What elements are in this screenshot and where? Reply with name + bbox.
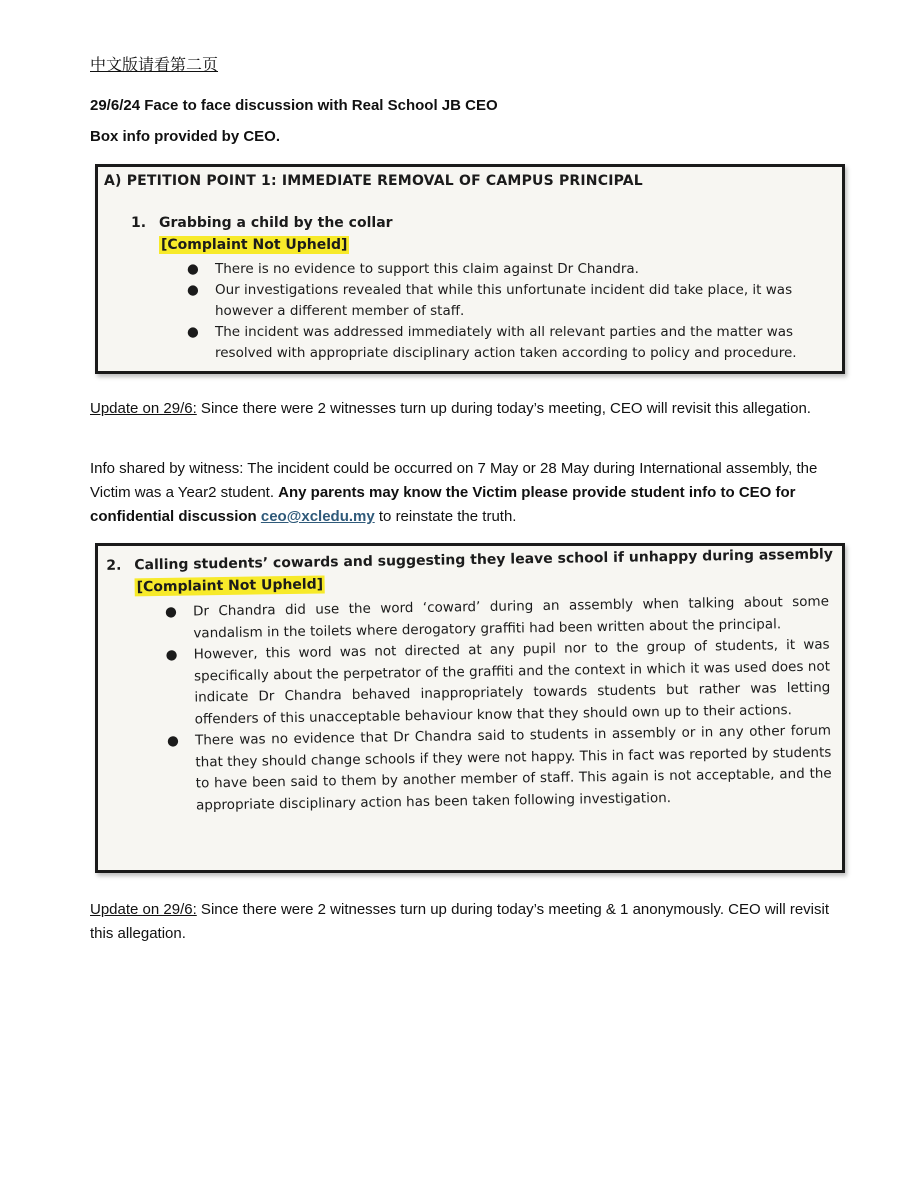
list-item: ● The incident was addressed immediately with all relevant parties and the matter was resolved with appropriate disciplinary action taken according to policy and procedure. xyxy=(187,324,797,361)
petition-point-1-box xyxy=(95,164,845,374)
bullet-icon: ● xyxy=(166,732,179,749)
status-badge: [Complaint Not Upheld] xyxy=(135,575,326,596)
item-title: Calling students’ cowards and suggesting they leave school if unhappy during assembly xyxy=(134,546,834,574)
box1-bullet-list xyxy=(187,259,827,364)
list-item: ● Our investigations revealed that while this unfortunate incident did take place, it was however a different member of staff. xyxy=(187,282,793,319)
box2-content xyxy=(98,534,847,870)
update-label: Update on 29/6: xyxy=(90,901,197,918)
witness-info xyxy=(90,457,830,529)
list-item: ● Dr Chandra did use the word ‘coward’ during an assembly when talking about some vandalism in the toilets where derogatory graffiti had been written about the principal. xyxy=(164,593,830,642)
witness-request: Any parents may know the Victim please provide student info to CEO for confidential discussion xyxy=(90,484,796,525)
bullet-icon: ● xyxy=(187,324,199,340)
document-header xyxy=(90,52,830,159)
bullet-icon: ● xyxy=(165,646,178,663)
box-info-heading: Box info provided by CEO. xyxy=(90,128,281,145)
bullet-icon: ● xyxy=(187,261,199,277)
petition-point-2-box xyxy=(95,543,845,873)
bullet-icon: ● xyxy=(187,282,199,298)
item-number: 2. xyxy=(106,557,122,574)
meeting-heading: 29/6/24 Face to face discussion with Real School JB CEO xyxy=(90,97,498,114)
item-number: 1. xyxy=(131,215,147,231)
bullet-icon: ● xyxy=(164,603,177,620)
petition-point-title: A) PETITION POINT 1: IMMEDIATE REMOVAL OF CAMPUS PRINCIPAL xyxy=(104,173,643,189)
witness-tail: to reinstate the truth. xyxy=(374,508,517,525)
list-item: ● There was no evidence that Dr Chandra said to students in assembly or in any other forum that they should change schools if they were not happy. This in fact was reported by students to have been said to them by another member of staff. This again is not acceptable, and the appropriate disciplinary action has been taken following investigation. xyxy=(166,722,832,813)
list-item: ● However, this word was not directed at any pupil nor to the group of students, it was specifically about the perpetrator of the graffiti and the context in which it was used does not indicate Dr Chandra behaved inappropriately towards students but rather was letting offenders of this unacceptable behaviour know that they should own up to their actions. xyxy=(165,636,831,728)
update-text: Since there were 2 witnesses turn up during today’s meeting & 1 anonymously. CEO will revisit this allegation. xyxy=(90,901,830,942)
status-badge: [Complaint Not Upheld] xyxy=(161,237,348,253)
item-title: Grabbing a child by the collar xyxy=(159,215,393,231)
update-note-1 xyxy=(90,397,830,421)
box2-bullet-list xyxy=(164,592,832,817)
witness-text: Info shared by witness: The incident could be occurred on 7 May or 28 May during International assembly, the Victim was a Year2 student. xyxy=(90,460,818,501)
update-label: Update on 29/6: xyxy=(90,400,197,417)
update-note-2 xyxy=(90,898,830,946)
update-text: Since there were 2 witnesses turn up during today’s meeting, CEO will revisit this allegation. xyxy=(196,400,811,417)
ceo-email-link[interactable]: ceo@xcledu.my xyxy=(260,508,375,525)
chinese-version-note: 中文版请看第二页 xyxy=(90,55,219,74)
list-item: ● There is no evidence to support this claim against Dr Chandra. xyxy=(215,259,827,280)
